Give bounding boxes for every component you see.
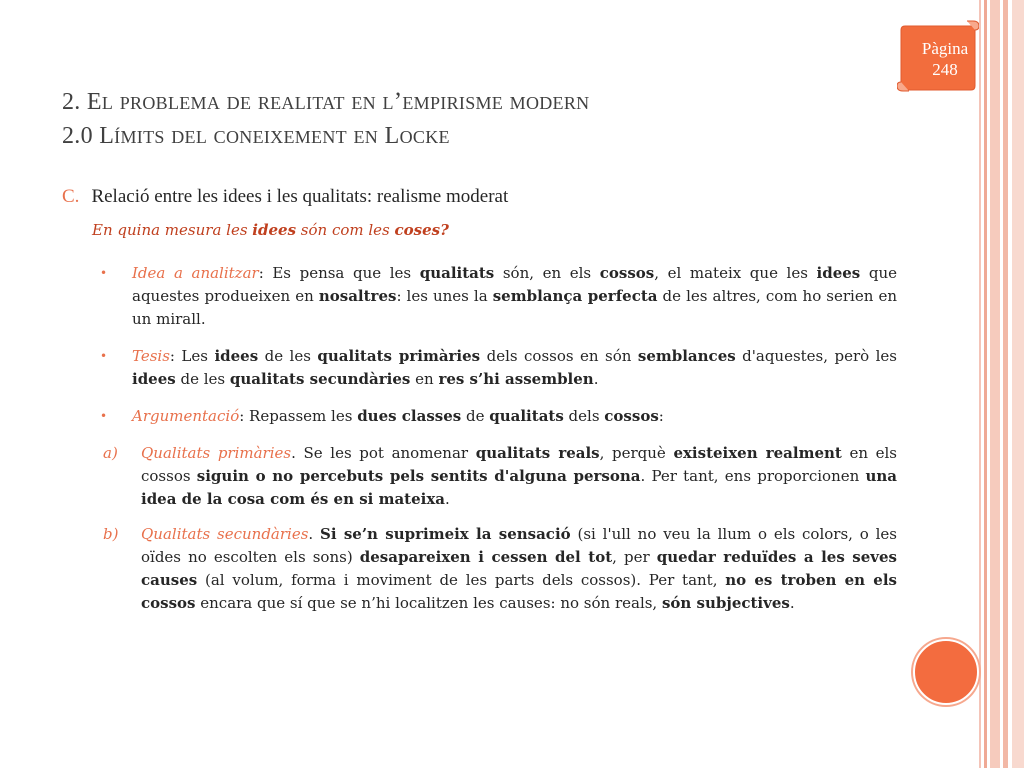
item-term: Qualitats primàries xyxy=(141,444,292,462)
item-text: quedar reduïdes a les seves causes xyxy=(141,548,897,589)
item-text: . xyxy=(308,525,321,543)
item-text: : Es pensa que les xyxy=(258,264,420,282)
item-text: : Repassem les xyxy=(239,407,358,425)
item-text: una idea de la cosa com és en si mateixa xyxy=(141,467,898,508)
item-text: res s’hi assemblen xyxy=(438,370,594,388)
item-text: que aquestes produeixen en xyxy=(132,264,897,305)
item-text: nosaltres xyxy=(318,287,397,305)
title-text: L xyxy=(384,123,400,149)
item-text: en els cossos xyxy=(141,444,897,485)
item-text: de xyxy=(461,407,490,425)
item-text: , perquè xyxy=(599,444,674,462)
item-text: existeixen realment xyxy=(673,444,842,462)
title-text: ímits del coneixement en xyxy=(114,122,385,149)
item-text: , per xyxy=(612,548,657,566)
item-term: Idea a analitzar xyxy=(132,264,259,282)
item-term: Argumentació xyxy=(132,407,240,425)
content-list xyxy=(100,262,897,627)
item-text: idees xyxy=(816,264,861,282)
section-text: Relació entre les idees i les qualitats: realisme moderat xyxy=(91,186,509,207)
item-text: encara que sí que se n’hi localitzen les causes: no són reals, xyxy=(195,594,662,612)
question-text: En quina mesura les xyxy=(92,221,253,239)
title-text: l problema de realitat en l’empirisme modern xyxy=(101,88,590,115)
title-text: ocke xyxy=(399,122,450,149)
item-text: siguin o no percebuts pels sentits d'alguna persona xyxy=(196,467,641,485)
item-text: : les unes la xyxy=(396,287,493,305)
decor-circle xyxy=(913,639,979,705)
question-text: són com les xyxy=(296,221,395,239)
item-text: són, en els xyxy=(494,264,600,282)
item-text: de les xyxy=(258,347,318,365)
item-text: (al volum, forma i moviment de les parts dels cossos). Per tant, xyxy=(197,571,726,589)
item-text: idees xyxy=(132,370,176,388)
item-text: : Les xyxy=(169,347,215,365)
page-label: Pàgina xyxy=(921,39,969,58)
item-text: de les xyxy=(175,370,230,388)
list-item xyxy=(100,345,897,391)
bullet-marker: • xyxy=(100,409,108,423)
item-text: de les altres, com ho serien en un mirall. xyxy=(132,287,897,328)
page-number-badge xyxy=(914,38,976,80)
item-text: Si se’n suprimeix la sensació xyxy=(320,525,571,543)
list-item xyxy=(100,442,897,511)
item-text: dues classes xyxy=(357,407,462,425)
item-text: . xyxy=(789,594,795,612)
item-text: . Per tant, ens proporcionen xyxy=(640,467,866,485)
page-number: 248 xyxy=(932,60,958,79)
list-item xyxy=(100,405,897,428)
item-text: són subjectives xyxy=(661,594,790,612)
item-text: semblança perfecta xyxy=(492,287,658,305)
item-text: qualitats primàries xyxy=(317,347,481,365)
question-text: coses? xyxy=(394,221,449,239)
item-text: desapareixen i cessen del tot xyxy=(359,548,613,566)
item-text: (si l'ull no veu la llum o els colors, o les oïdes no escolten els sons) xyxy=(141,525,897,566)
slide-title-line2 xyxy=(62,122,450,150)
item-text: semblances xyxy=(637,347,736,365)
item-text: qualitats secundàries xyxy=(229,370,411,388)
question-text: idees xyxy=(252,221,297,239)
item-term: Qualitats secundàries xyxy=(141,525,309,543)
item-text: : xyxy=(658,407,664,425)
decor-stripe xyxy=(1012,0,1024,768)
item-text: qualitats xyxy=(419,264,495,282)
item-text: cossos xyxy=(599,264,655,282)
section-marker: C. xyxy=(62,186,80,207)
item-text: , el mateix que les xyxy=(654,264,817,282)
decor-stripe xyxy=(990,0,1000,768)
item-text: dels cossos en són xyxy=(480,347,638,365)
item-text: . xyxy=(593,370,599,388)
section-heading xyxy=(62,186,508,208)
slide-title-line1 xyxy=(62,88,589,116)
item-text: cossos xyxy=(604,407,659,425)
item-text: . Se les pot anomenar xyxy=(291,444,476,462)
decor-stripe xyxy=(1003,0,1008,768)
item-text: en xyxy=(410,370,439,388)
title-num: 2.0 L xyxy=(62,123,115,149)
item-text: qualitats xyxy=(489,407,564,425)
item-text: d'aquestes, però les xyxy=(735,347,897,365)
decor-stripe xyxy=(979,0,981,768)
item-text: dels xyxy=(563,407,605,425)
item-text: . xyxy=(445,490,450,508)
item-term: Tesis xyxy=(132,347,170,365)
bullet-marker: b) xyxy=(103,525,119,543)
bullet-marker: • xyxy=(100,266,108,280)
item-text: idees xyxy=(214,347,259,365)
list-item xyxy=(100,262,897,331)
guiding-question xyxy=(92,221,449,239)
item-text: qualitats reals xyxy=(475,444,600,462)
bullet-marker: a) xyxy=(103,444,118,462)
bullet-marker: • xyxy=(100,349,108,363)
list-item xyxy=(100,523,897,615)
item-text: no es troben en els cossos xyxy=(141,571,897,612)
decor-stripe xyxy=(984,0,987,768)
title-num: 2. E xyxy=(62,89,102,115)
